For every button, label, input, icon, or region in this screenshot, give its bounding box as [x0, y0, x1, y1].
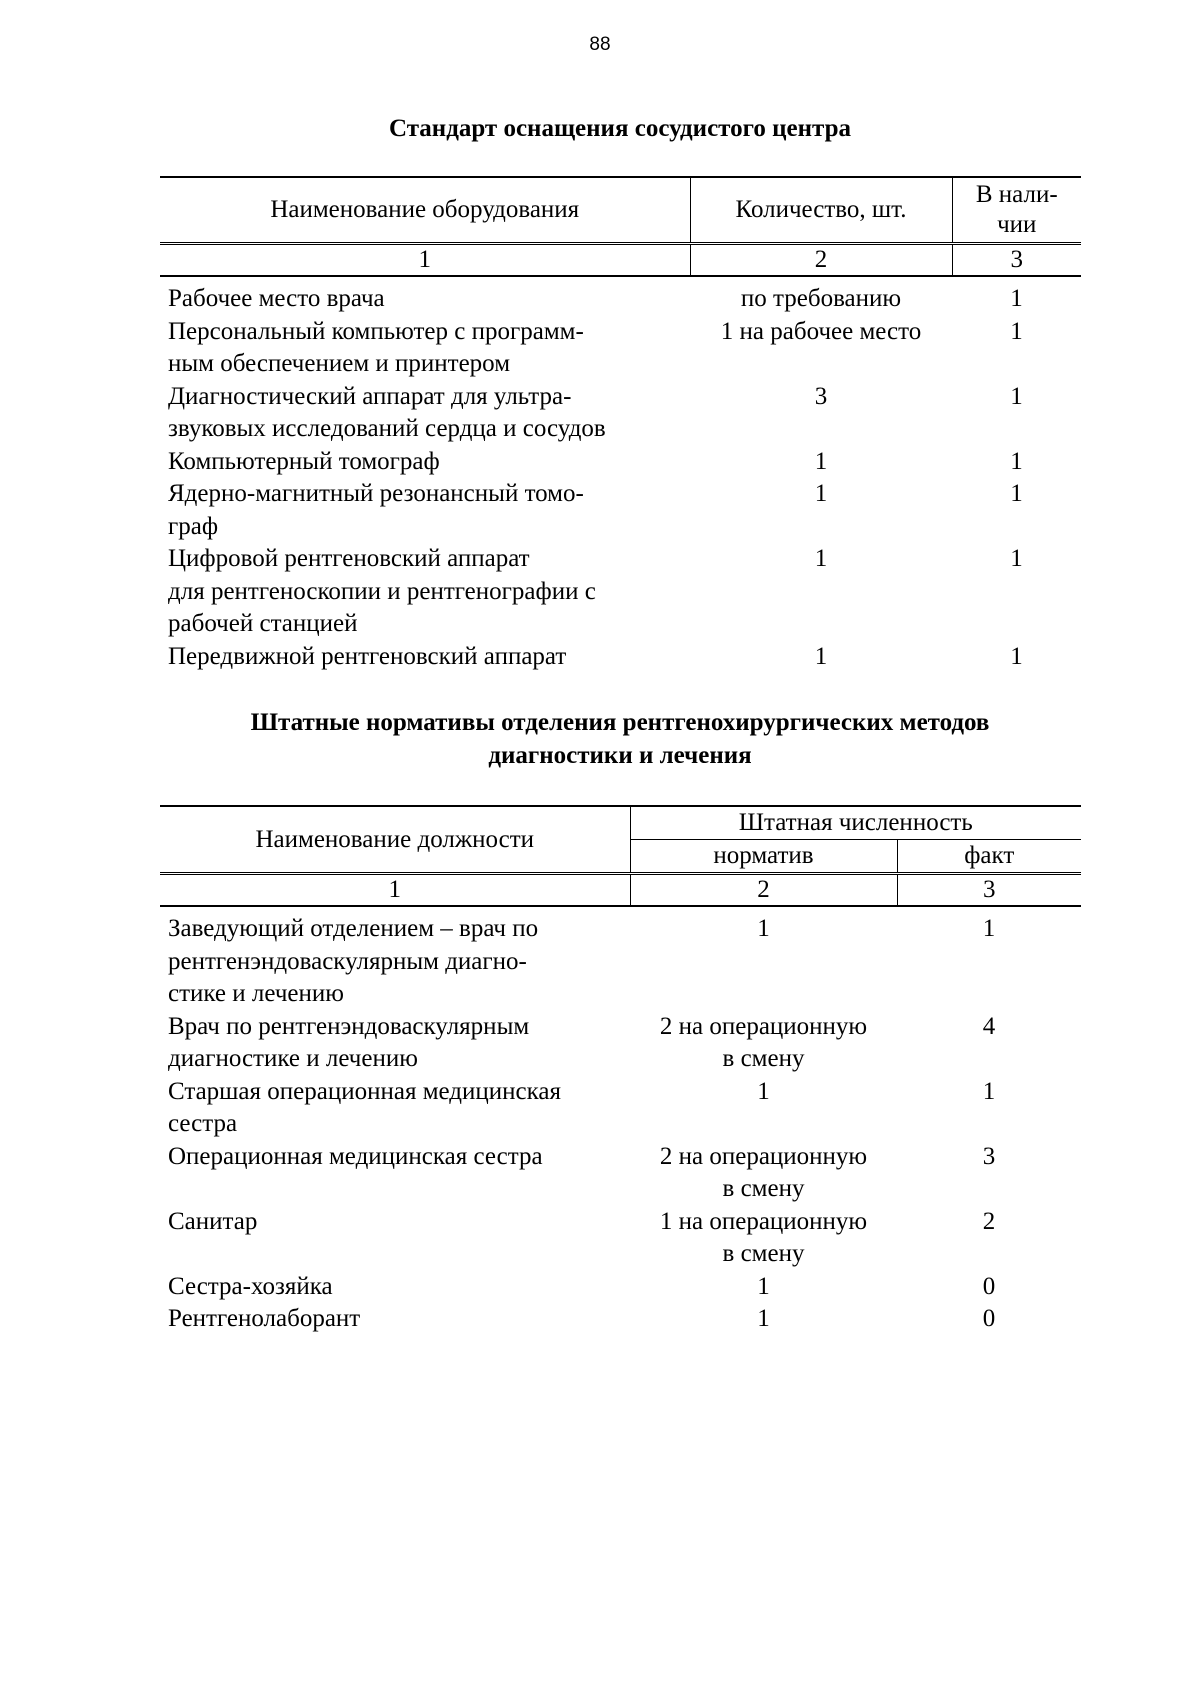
position-name: [160, 1011, 630, 1076]
staff-norm-line: 1: [757, 1077, 770, 1105]
position-name: [160, 1206, 630, 1271]
staff-norm-line: 2 на операционную: [659, 1142, 868, 1170]
header-fact: факт: [897, 840, 1081, 874]
equipment-quantity-line: 1: [814, 545, 828, 572]
table-row: [160, 906, 1081, 1011]
equipment-quantity-line: 1: [814, 480, 828, 507]
equipment-name-line: Компьютерный томограф: [168, 447, 440, 475]
table-row: [160, 1011, 1081, 1076]
position-name: [160, 1303, 630, 1336]
equipment-name: [160, 543, 690, 641]
staff-norm: [630, 1303, 897, 1336]
table-row: [160, 381, 1081, 446]
equipment-name-line: Диагностический аппарат для ультра-: [168, 382, 572, 410]
table-row: [160, 1141, 1081, 1206]
table-row: [160, 1206, 1081, 1271]
equipment-available: 1: [1010, 447, 1023, 475]
equipment-name: [160, 446, 690, 479]
column-number: 2: [690, 244, 952, 277]
equipment-name-line: Цифровой рентгеновский аппарат: [168, 545, 530, 572]
staff-norm-line: 1 на операционную: [659, 1207, 868, 1235]
equipment-available: 1: [1010, 285, 1023, 312]
staff-fact: 1: [982, 1077, 996, 1105]
equipment-name: [160, 276, 690, 316]
table-row: [160, 276, 1081, 316]
equipment-name: [160, 381, 690, 446]
column-number: 3: [952, 244, 1081, 277]
staff-norm: [630, 1076, 897, 1141]
column-number: 1: [160, 244, 690, 277]
equipment-quantity-line: по требованию: [740, 285, 902, 312]
equipment-quantity: [690, 446, 952, 479]
position-name-line: сестра: [168, 1110, 238, 1137]
position-name-line: Санитар: [168, 1207, 258, 1235]
header-position-name: Наименование должности: [160, 806, 630, 874]
staff-fact: 1: [982, 915, 996, 942]
staff-norm-line: 1: [757, 915, 770, 942]
header-line: В нали-: [975, 181, 1058, 208]
staff-table-body: [160, 906, 1081, 1336]
equipment-available: 1: [1010, 317, 1023, 345]
header-line: чии: [997, 211, 1037, 238]
position-name-line: Заведующий отделением – врач по: [168, 915, 539, 942]
staff-norm-line: 1: [757, 1305, 770, 1332]
staff-fact: 2: [982, 1207, 996, 1235]
equipment-quantity: [690, 543, 952, 641]
equipment-available: 1: [1010, 480, 1023, 507]
position-name: [160, 1271, 630, 1304]
staff-norm: [630, 906, 897, 1011]
staff-fact: 4: [982, 1012, 996, 1040]
equipment-section-title: Стандарт оснащения сосудистого центра: [388, 115, 851, 142]
staff-norm-line: в смену: [722, 1045, 805, 1072]
header-available: [952, 177, 1081, 244]
staff-norm-line: 2 на операционную: [659, 1012, 868, 1040]
position-name-line: стике и лечению: [168, 980, 344, 1007]
header-staff-count: Штатная численность: [630, 806, 1081, 840]
column-number: 1: [160, 874, 630, 907]
equipment-name-line: Ядерно-магнитный резонансный томо-: [168, 480, 584, 507]
table-row: [160, 1076, 1081, 1141]
equipment-quantity: [690, 276, 952, 316]
position-name-line: Операционная медицинская сестра: [168, 1142, 543, 1170]
staff-norm-line: в смену: [722, 1175, 805, 1202]
equipment-quantity-line: 1: [814, 642, 828, 670]
column-number: 3: [897, 874, 1081, 907]
staff-fact: 3: [982, 1142, 996, 1170]
equipment-name-line: Персональный компьютер с программ-: [168, 317, 584, 345]
position-name-line: Врач по рентгенэндоваскулярным: [168, 1012, 530, 1040]
staff-norm: [630, 1206, 897, 1271]
equipment-available: 1: [1010, 642, 1023, 670]
position-name-line: диагностике и лечению: [168, 1045, 418, 1072]
equipment-name-line: ным обеспечением и принтером: [168, 350, 511, 377]
equipment-quantity-line: 1 на рабочее место: [720, 317, 922, 345]
table-row: [160, 641, 1081, 674]
equipment-quantity-line: 3: [814, 382, 828, 410]
equipment-name-line: рабочей станцией: [168, 610, 358, 637]
table-row: [160, 1303, 1081, 1336]
staff-norm: [630, 1141, 897, 1206]
staff-table: [160, 805, 1081, 1336]
staff-norm: [630, 1011, 897, 1076]
position-name: [160, 906, 630, 1011]
page-number: 88: [589, 34, 611, 55]
header-quantity: Количество, шт.: [690, 177, 952, 244]
equipment-name: [160, 478, 690, 543]
staff-fact: 0: [982, 1305, 996, 1332]
equipment-name-line: Рабочее место врача: [168, 285, 385, 312]
equipment-table: [160, 176, 1081, 673]
equipment-available: 1: [1010, 382, 1023, 410]
position-name: [160, 1076, 630, 1141]
table-row: [160, 316, 1081, 381]
staff-title-line: Штатные нормативы отделения рентгенохирургических методов: [250, 709, 990, 736]
equipment-available: 1: [1010, 545, 1023, 572]
equipment-quantity-line: 1: [814, 447, 828, 475]
staff-section-title: [160, 706, 1080, 772]
equipment-name-line: Передвижной рентгеновский аппарат: [168, 642, 567, 670]
table-row: [160, 543, 1081, 641]
staff-norm: [630, 1271, 897, 1304]
table-row: [160, 478, 1081, 543]
staff-norm-line: 1: [757, 1272, 770, 1300]
equipment-name: [160, 641, 690, 674]
equipment-name-line: граф: [168, 512, 219, 540]
position-name-line: Сестра-хозяйка: [168, 1272, 333, 1300]
staff-fact: 0: [982, 1272, 996, 1300]
table-row: [160, 1271, 1081, 1304]
column-number: 2: [630, 874, 897, 907]
equipment-name-line: звуковых исследований сердца и сосудов: [168, 415, 606, 442]
position-name-line: Рентгенолаборант: [168, 1305, 361, 1332]
equipment-quantity: [690, 381, 952, 446]
equipment-quantity: [690, 316, 952, 381]
position-name: [160, 1141, 630, 1206]
staff-norm-line: в смену: [722, 1240, 805, 1267]
table-row: [160, 446, 1081, 479]
equipment-name: [160, 316, 690, 381]
position-name-line: рентгенэндоваскулярным диагно-: [168, 947, 527, 975]
equipment-quantity: [690, 641, 952, 674]
staff-title-line: диагностики и лечения: [488, 742, 752, 769]
equipment-name-line: для рентгеноскопии и рентгенографии с: [168, 577, 596, 605]
header-equipment-name: Наименование оборудования: [160, 177, 690, 244]
equipment-table-body: [160, 276, 1081, 673]
position-name-line: Старшая операционная медицинская: [168, 1077, 561, 1105]
header-norm: норматив: [630, 840, 897, 874]
equipment-quantity: [690, 478, 952, 543]
